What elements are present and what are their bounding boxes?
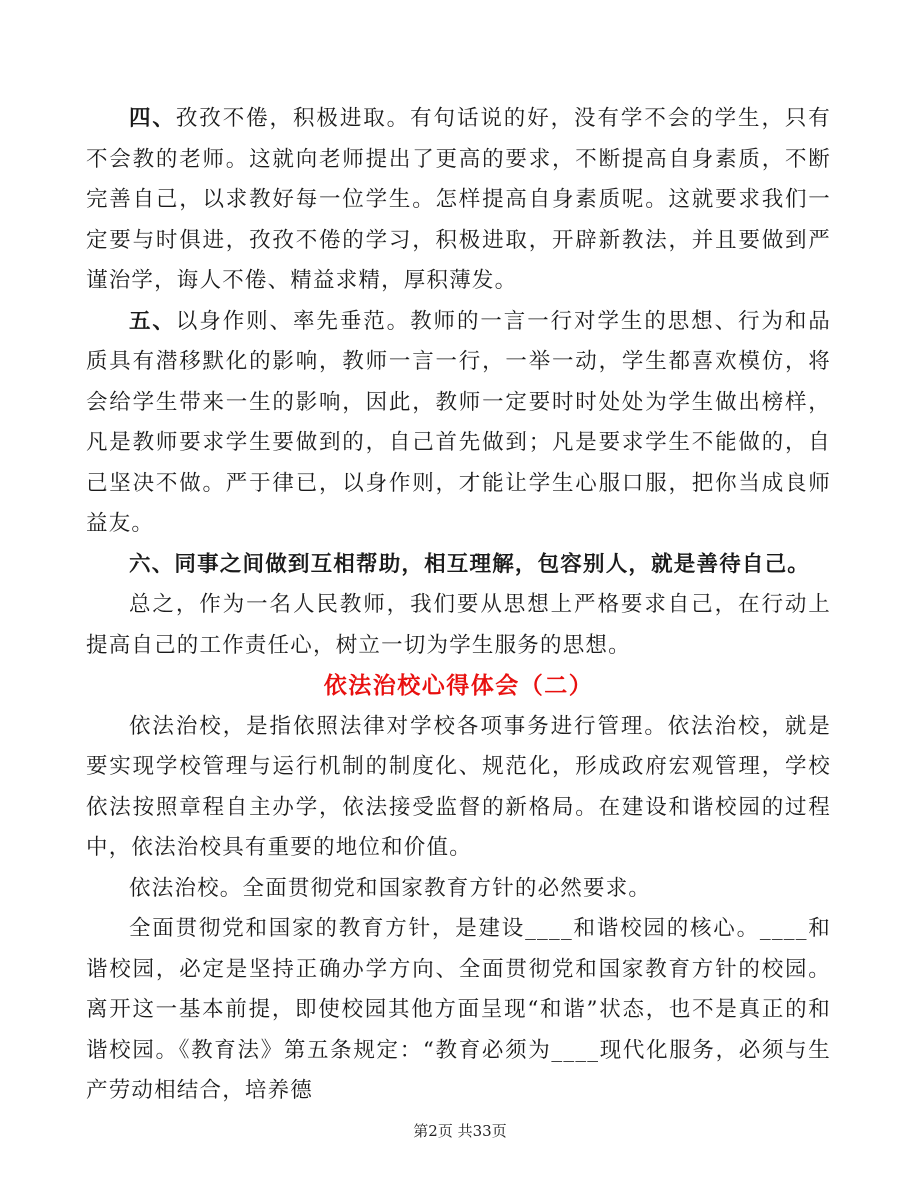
- document-body: [86, 99, 831, 1112]
- section-paragraph-3: 全面贯彻党和国家的教育方针，是建设____和谐校园的核心。____和谐校园，必定是坚持正确办学方向、全面贯彻党和国家教育方针的校园。离开这一基本前提，即使校园其他方面呈现“和谐”状态，也不是真正的和谐校园。《教育法》第五条规定：“教育必须为____现代化服务，必须与生产劳动相结合，培养德: [86, 916, 831, 1103]
- section-paragraph-1: 依法治校，是指依照法律对学校各项事务进行管理。依法治校，就是要实现学校管理与运行机制的制度化、规范化，形成政府宏观管理，学校依法按照章程自主办学，依法接受监督的新格局。在建设和谐校园的过程中，依法治校具有重要的地位和价值。: [86, 713, 831, 860]
- paragraph-five-text: 以身作则、率先垂范。教师的一言一行对学生的思想、行为和品质具有潜移默化的影响，教师一言一行，一举一动，学生都喜欢模仿，将会给学生带来一生的影响，因此，教师一定要时时处处为学生做出榜样，凡是教师要求学生要做到的，自己首先做到；凡是要求学生不能做的，自己坚决不做。严于律已，以身作则，才能让学生心服口服，把你当成良师益友。: [86, 308, 831, 536]
- paragraph-six: [86, 545, 831, 586]
- paragraph-four-lead: 四、: [129, 106, 176, 131]
- page-footer: 第2页 共33页: [413, 1122, 507, 1140]
- paragraph-four-text: 孜孜不倦，积极进取。有句话说的好，没有学不会的学生，只有不会教的老师。这就向老师提出了更高的要求，不断提高自身素质，不断完善自己，以求教好每一位学生。怎样提高自身素质呢。这就要求我们一定要与时俱进，孜孜不倦的学习，积极进取，开辟新教法，并且要做到严谨治学，诲人不倦、精益求精，厚积薄发。: [86, 106, 831, 293]
- paragraph-summary: [86, 585, 831, 666]
- paragraph-summary-text: 总之，作为一名人民教师，我们要从思想上严格要求自己，在行动上提高自己的工作责任心，树立一切为学生服务的思想。: [86, 592, 831, 658]
- paragraph-five-lead: 五、: [129, 308, 176, 334]
- paragraph-five: [86, 302, 831, 545]
- section-title: 依法治校心得体会（二）: [323, 672, 594, 699]
- paragraph-six-text: 六、同事之间做到互相帮助，相互理解，包容别人，就是善待自己。: [129, 551, 811, 577]
- paragraph-four: [86, 99, 831, 302]
- section-paragraph-2: 依法治校。全面贯彻党和国家教育方针的必然要求。: [129, 875, 652, 901]
